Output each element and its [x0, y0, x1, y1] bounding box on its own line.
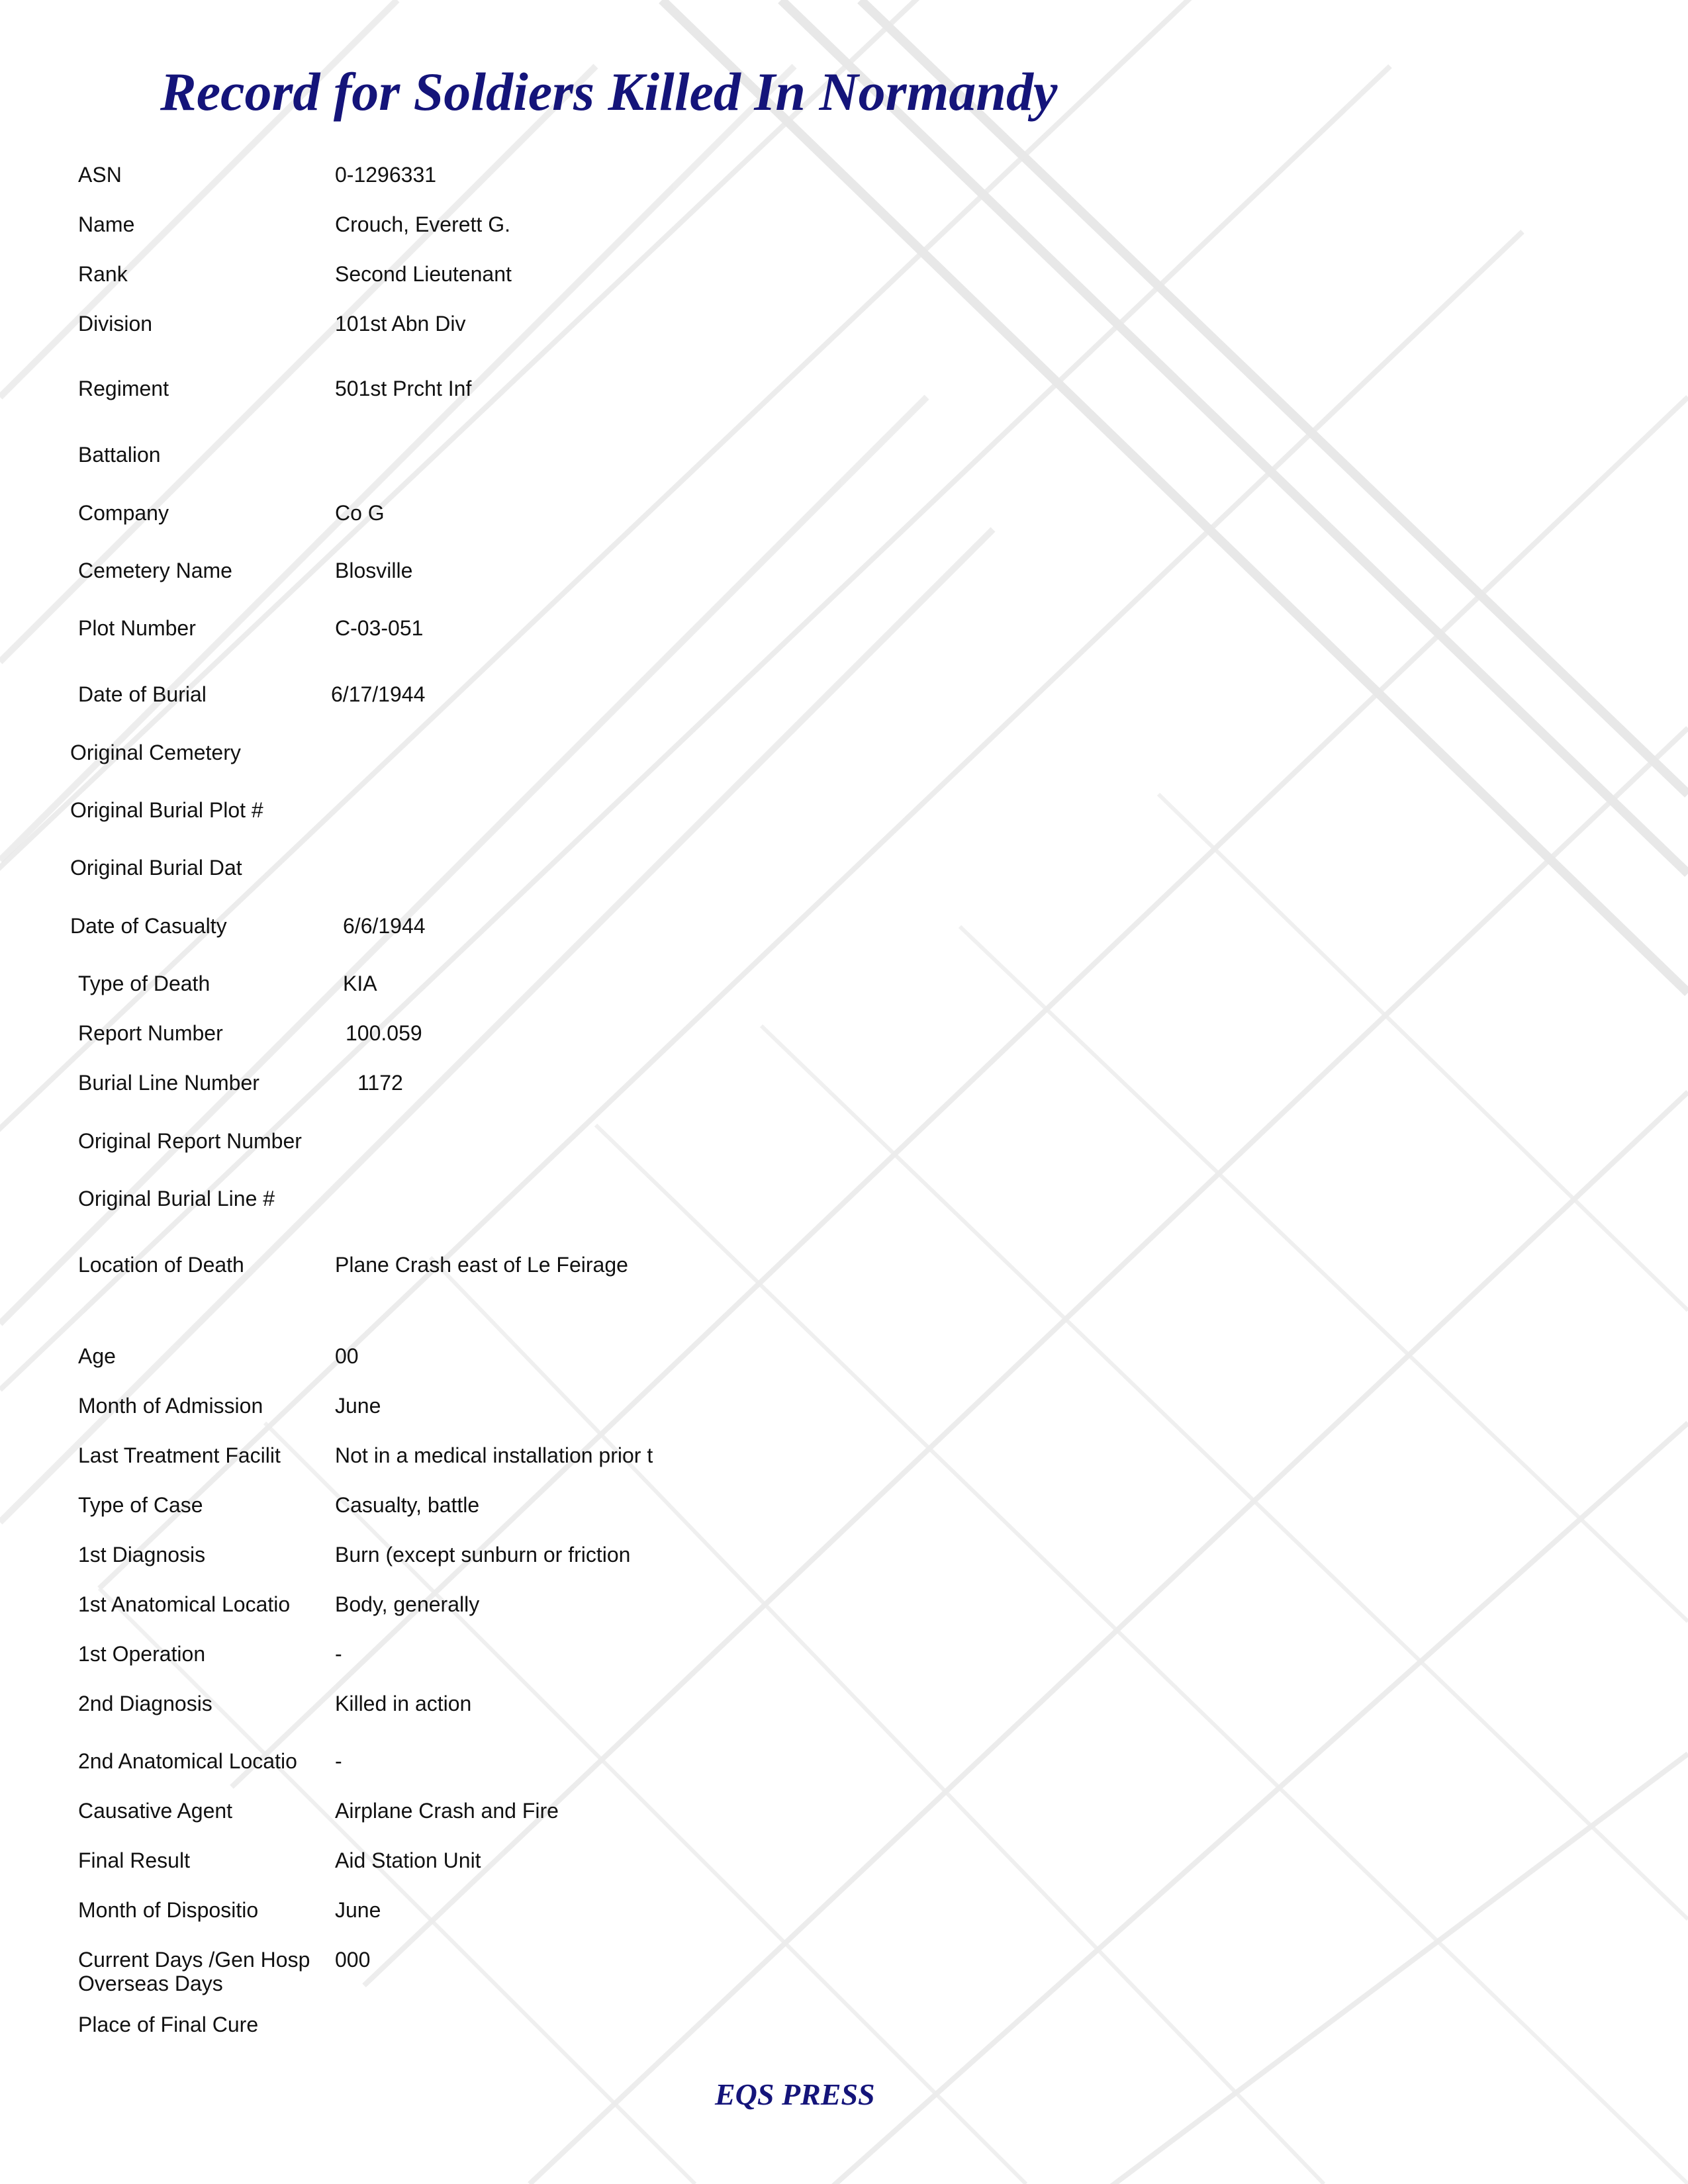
- type-of-death-value: KIA: [343, 972, 377, 995]
- name-label: Name: [78, 212, 135, 236]
- causative-agent-label: Causative Agent: [78, 1799, 233, 1823]
- company-value: Co G: [335, 501, 385, 525]
- last-treatment-facility-value: Not in a medical installation prior t: [335, 1443, 653, 1467]
- type-of-case-value: Casualty, battle: [335, 1493, 480, 1517]
- first-anatomical-location-label: 1st Anatomical Locatio: [78, 1592, 291, 1616]
- location-of-death-label: Location of Death: [78, 1253, 244, 1277]
- battalion-label: Battalion: [78, 443, 161, 467]
- burial-line-number-value: 1172: [357, 1071, 403, 1095]
- report-number-label: Report Number: [78, 1021, 223, 1045]
- first-diagnosis-value: Burn (except sunburn or friction: [335, 1543, 631, 1567]
- month-of-disposition-value: June: [335, 1898, 381, 1922]
- regiment-value: 501st Prcht Inf: [335, 377, 472, 400]
- page-title: Record for Soldiers Killed In Normandy: [160, 62, 1058, 122]
- date-of-casualty-label: Date of Casualty: [70, 914, 227, 938]
- overseas-days-label: Overseas Days: [78, 1972, 223, 1995]
- cemetery-name-value: Blosville: [335, 559, 413, 582]
- first-operation-label: 1st Operation: [78, 1642, 206, 1666]
- regiment-label: Regiment: [78, 377, 169, 400]
- asn-value: 0-1296331: [335, 163, 437, 187]
- second-anatomical-location-value: -: [335, 1749, 342, 1773]
- original-burial-plot-label: Original Burial Plot #: [70, 798, 263, 822]
- publisher-footer: EQS PRESS: [715, 2077, 875, 2111]
- place-of-final-cure-label: Place of Final Cure: [78, 2013, 259, 2036]
- age-value: 00: [335, 1344, 359, 1368]
- causative-agent-value: Airplane Crash and Fire: [335, 1799, 559, 1823]
- division-value: 101st Abn Div: [335, 312, 466, 336]
- company-label: Company: [78, 501, 169, 525]
- original-report-number-label: Original Report Number: [78, 1129, 302, 1153]
- type-of-death-label: Type of Death: [78, 972, 211, 995]
- plot-number-value: C-03-051: [335, 616, 424, 640]
- burial-line-number-label: Burial Line Number: [78, 1071, 259, 1095]
- date-of-burial-value: 6/17/1944: [331, 682, 426, 706]
- report-number-value: 100.059: [346, 1021, 422, 1045]
- final-result-value: Aid Station Unit: [335, 1848, 481, 1872]
- type-of-case-label: Type of Case: [78, 1493, 203, 1517]
- date-of-casualty-value: 6/6/1944: [343, 914, 426, 938]
- age-label: Age: [78, 1344, 116, 1368]
- rank-value: Second Lieutenant: [335, 262, 512, 286]
- cemetery-name-label: Cemetery Name: [78, 559, 232, 582]
- first-diagnosis-label: 1st Diagnosis: [78, 1543, 206, 1567]
- original-burial-line-label: Original Burial Line #: [78, 1187, 275, 1210]
- first-anatomical-location-value: Body, generally: [335, 1592, 480, 1616]
- month-of-admission-label: Month of Admission: [78, 1394, 263, 1418]
- first-operation-value: -: [335, 1642, 342, 1666]
- original-cemetery-label: Original Cemetery: [70, 741, 241, 764]
- month-of-admission-value: June: [335, 1394, 381, 1418]
- rank-label: Rank: [78, 262, 128, 286]
- current-days-gen-hosp-label: Current Days /Gen Hosp: [78, 1948, 310, 1972]
- month-of-disposition-label: Month of Dispositio: [78, 1898, 259, 1922]
- second-diagnosis-label: 2nd Diagnosis: [78, 1692, 212, 1715]
- plot-number-label: Plot Number: [78, 616, 196, 640]
- current-days-gen-hosp-value: 000: [335, 1948, 371, 1972]
- original-burial-date-label: Original Burial Dat: [70, 856, 242, 880]
- name-value: Crouch, Everett G.: [335, 212, 510, 236]
- date-of-burial-label: Date of Burial: [78, 682, 207, 706]
- asn-label: ASN: [78, 163, 122, 187]
- second-anatomical-location-label: 2nd Anatomical Locatio: [78, 1749, 297, 1773]
- division-label: Division: [78, 312, 153, 336]
- location-of-death-value: Plane Crash east of Le Feirage: [335, 1253, 628, 1277]
- last-treatment-facility-label: Last Treatment Facilit: [78, 1443, 281, 1467]
- final-result-label: Final Result: [78, 1848, 190, 1872]
- second-diagnosis-value: Killed in action: [335, 1692, 472, 1715]
